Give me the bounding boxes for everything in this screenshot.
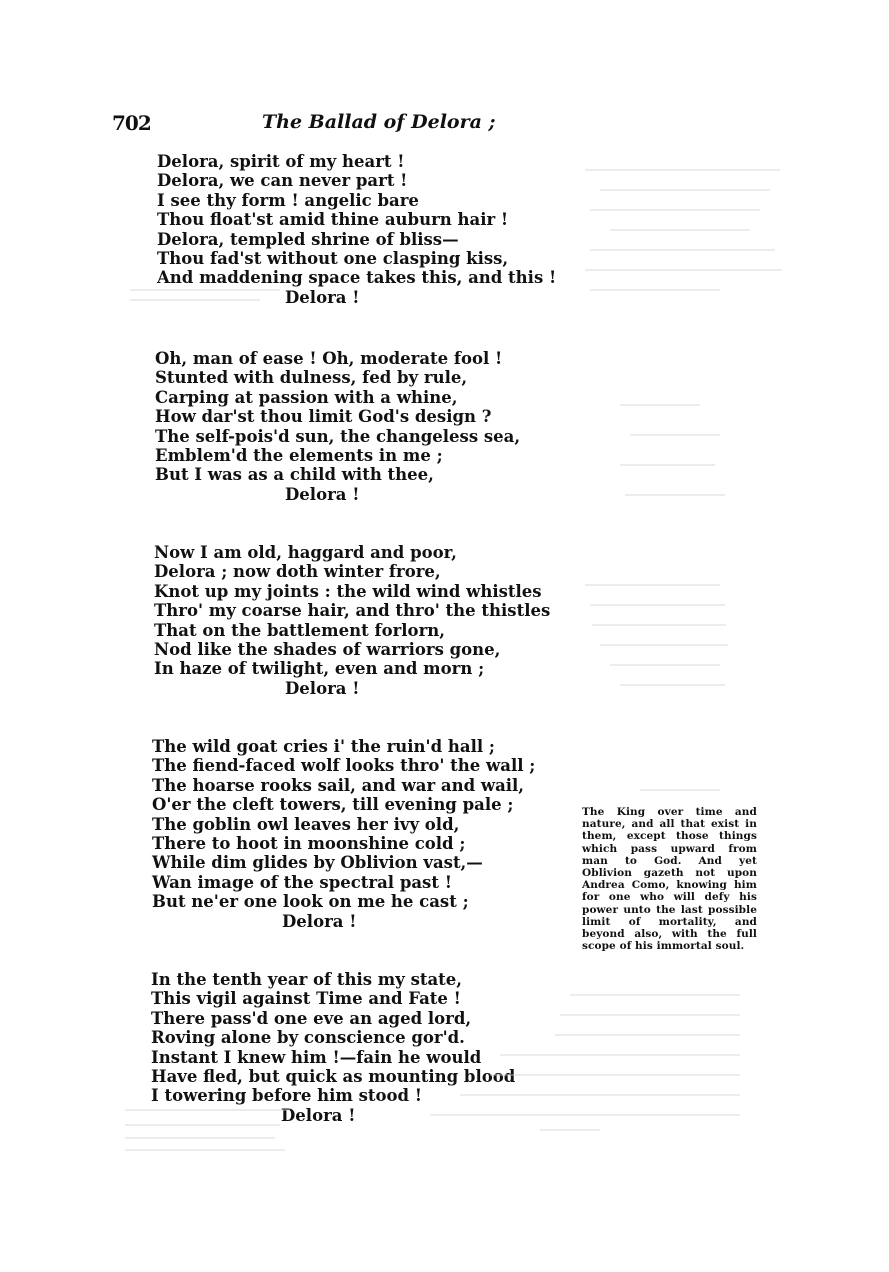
verse-line: I towering before him stood !	[151, 1086, 423, 1106]
page-number: 702	[112, 111, 151, 135]
verse-line: Delora, spirit of my heart !	[157, 152, 405, 171]
verse-line: The goblin owl leaves her ivy old,	[152, 814, 460, 834]
verse-line: Delora ; now doth winter frore,	[154, 562, 441, 582]
page-header	[112, 111, 532, 141]
verse-line: Have fled, but quick as mounting blood	[151, 1066, 516, 1086]
verse-line: In the tenth year of this my state,	[151, 970, 463, 989]
refrain: Delora !	[285, 678, 360, 698]
verse-line: The fiend-faced wolf looks thro' the wall ;	[152, 756, 536, 776]
stanza-4	[152, 737, 592, 931]
verse-line: Instant I knew him !—fain he would	[151, 1047, 482, 1067]
verse-line: Nod like the shades of warriors gone,	[154, 639, 501, 659]
verse-line: Stunted with dulness, fed by rule,	[155, 368, 468, 388]
verse-line: There pass'd one eve an aged lord,	[151, 1008, 472, 1028]
stanza-1	[157, 152, 597, 307]
verse-line: That on the battlement forlorn,	[154, 620, 445, 640]
margin-footnote: The King over time and nature, and all that exist in them, except those things which pass upward from man to God. And yet Oblivion gazeth not upon Andrea Como, knowing him for one who will defy his power unto the last possible limit of mortality, and beyond also, with the full scope of his immortal soul.	[582, 806, 757, 953]
verse-line: This vigil against Time and Fate !	[151, 989, 461, 1009]
verse-line: Wan image of the spectral past !	[152, 872, 452, 892]
verse-line: How dar'st thou limit God's design ?	[155, 407, 492, 427]
verse-line: Carping at passion with a whine,	[155, 387, 458, 407]
stanza-3	[154, 543, 594, 698]
verse-line: Emblem'd the elements in me ;	[155, 445, 443, 465]
verse-line: Thou fad'st without one clasping kiss,	[157, 248, 509, 268]
verse-line: The self-pois'd sun, the changeless sea,	[155, 426, 521, 446]
verse-line: The wild goat cries i' the ruin'd hall ;	[152, 737, 495, 756]
running-title: The Ballad of Delora ;	[262, 111, 496, 133]
verse-line: And maddening space takes this, and this !	[157, 268, 557, 288]
refrain: Delora !	[282, 911, 357, 931]
verse-line: Delora, templed shrine of bliss—	[157, 229, 459, 249]
refrain: Delora !	[281, 1105, 356, 1125]
refrain: Delora !	[285, 287, 360, 307]
verse-line: The hoarse rooks sail, and war and wail,	[152, 775, 525, 795]
stanza-5	[151, 970, 591, 1125]
verse-line: But I was as a child with thee,	[155, 465, 434, 485]
stanza-2	[155, 349, 595, 504]
verse-line: Knot up my joints : the wild wind whistles	[154, 581, 542, 601]
verse-line: I see thy form ! angelic bare	[157, 190, 419, 210]
verse-line: There to hoot in moonshine cold ;	[152, 833, 466, 853]
verse-line: Now I am old, haggard and poor,	[154, 543, 457, 562]
verse-line: Thro' my coarse hair, and thro' the thistles	[154, 601, 551, 621]
verse-line: Thou float'st amid thine auburn hair !	[157, 210, 509, 230]
refrain: Delora !	[285, 484, 360, 504]
verse-line: While dim glides by Oblivion vast,—	[152, 853, 483, 873]
verse-line: But ne'er one look on me he cast ;	[152, 892, 469, 912]
verse-line: Oh, man of ease ! Oh, moderate fool !	[155, 349, 503, 368]
verse-line: In haze of twilight, even and morn ;	[154, 659, 485, 679]
verse-line: O'er the cleft towers, till evening pale ;	[152, 795, 514, 815]
verse-line: Roving alone by conscience gor'd.	[151, 1028, 465, 1048]
verse-line: Delora, we can never part !	[157, 171, 408, 191]
